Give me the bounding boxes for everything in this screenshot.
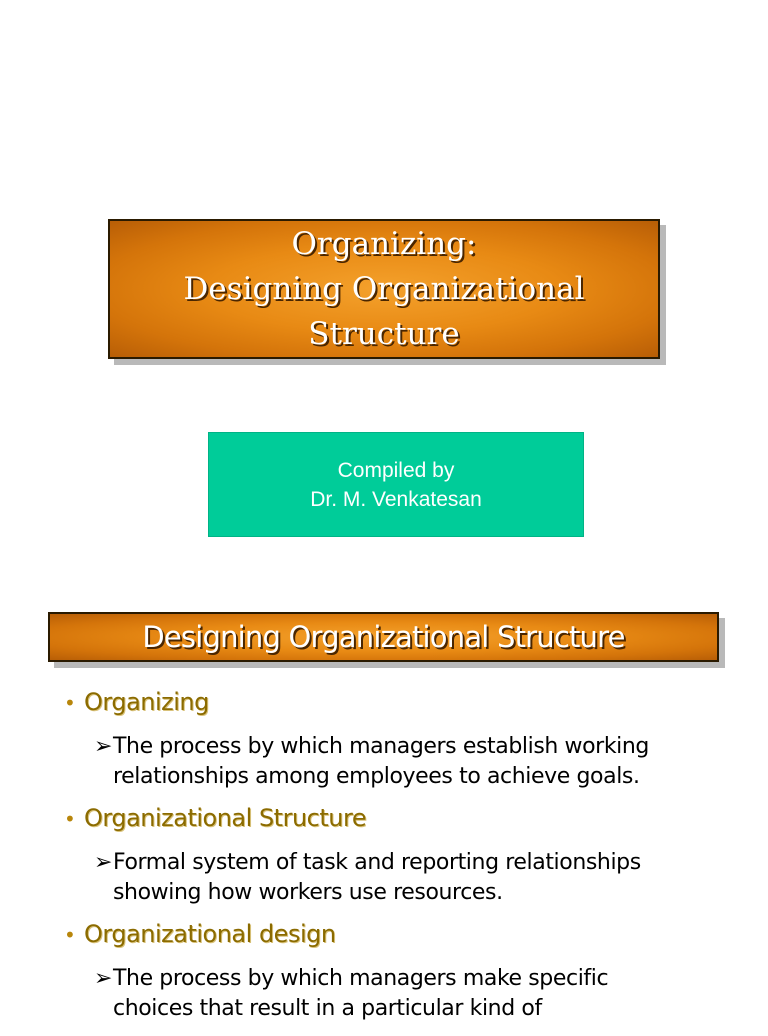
sub-bullet-text: The process by which managers establish working: [113, 734, 649, 759]
bullet-dot-icon: •: [64, 923, 76, 947]
bullet-heading: Organizing: [84, 688, 209, 716]
sub-bullet-line: [94, 964, 764, 994]
bullet-item: [64, 804, 764, 848]
sub-bullet: [94, 964, 764, 1024]
sub-bullet-text-continued: relationships among employees to achieve goals.: [113, 764, 640, 789]
bullet-item: [64, 920, 764, 964]
bullet-dot-icon: •: [64, 691, 76, 715]
slide-header-bar: [48, 612, 719, 662]
sub-bullet-text: The process by which managers make specific: [113, 966, 609, 991]
sub-bullet-text-continued: showing how workers use resources.: [113, 880, 503, 905]
sub-bullet-text-continued: choices that result in a particular kind of: [113, 996, 542, 1021]
arrow-bullet-icon: ➢: [94, 966, 113, 991]
sub-bullet-line: [94, 732, 764, 762]
title-line-2: Designing Organizational: [183, 270, 585, 307]
author-box: [208, 432, 584, 537]
sub-bullet-line: [94, 848, 764, 878]
bullet-heading: Organizational Structure: [84, 804, 367, 832]
author-line-1: Compiled by: [337, 458, 455, 482]
title-line-3: Structure: [308, 315, 460, 352]
bullet-dot-icon: •: [64, 807, 76, 831]
bullet-heading: Organizational design: [84, 920, 336, 948]
title-box: [108, 219, 660, 359]
arrow-bullet-icon: ➢: [94, 734, 113, 759]
arrow-bullet-icon: ➢: [94, 850, 113, 875]
slide-header-title: Designing Organizational Structure: [142, 620, 625, 654]
sub-bullet-text: Formal system of task and reporting relationships: [113, 850, 641, 875]
sub-bullet: [94, 732, 764, 792]
title-line-1: Organizing:: [291, 225, 477, 262]
sub-bullet: [94, 848, 764, 908]
bullet-item: [64, 688, 764, 732]
bullet-list: [64, 688, 764, 1036]
author-line-2: Dr. M. Venkatesan: [310, 487, 482, 511]
